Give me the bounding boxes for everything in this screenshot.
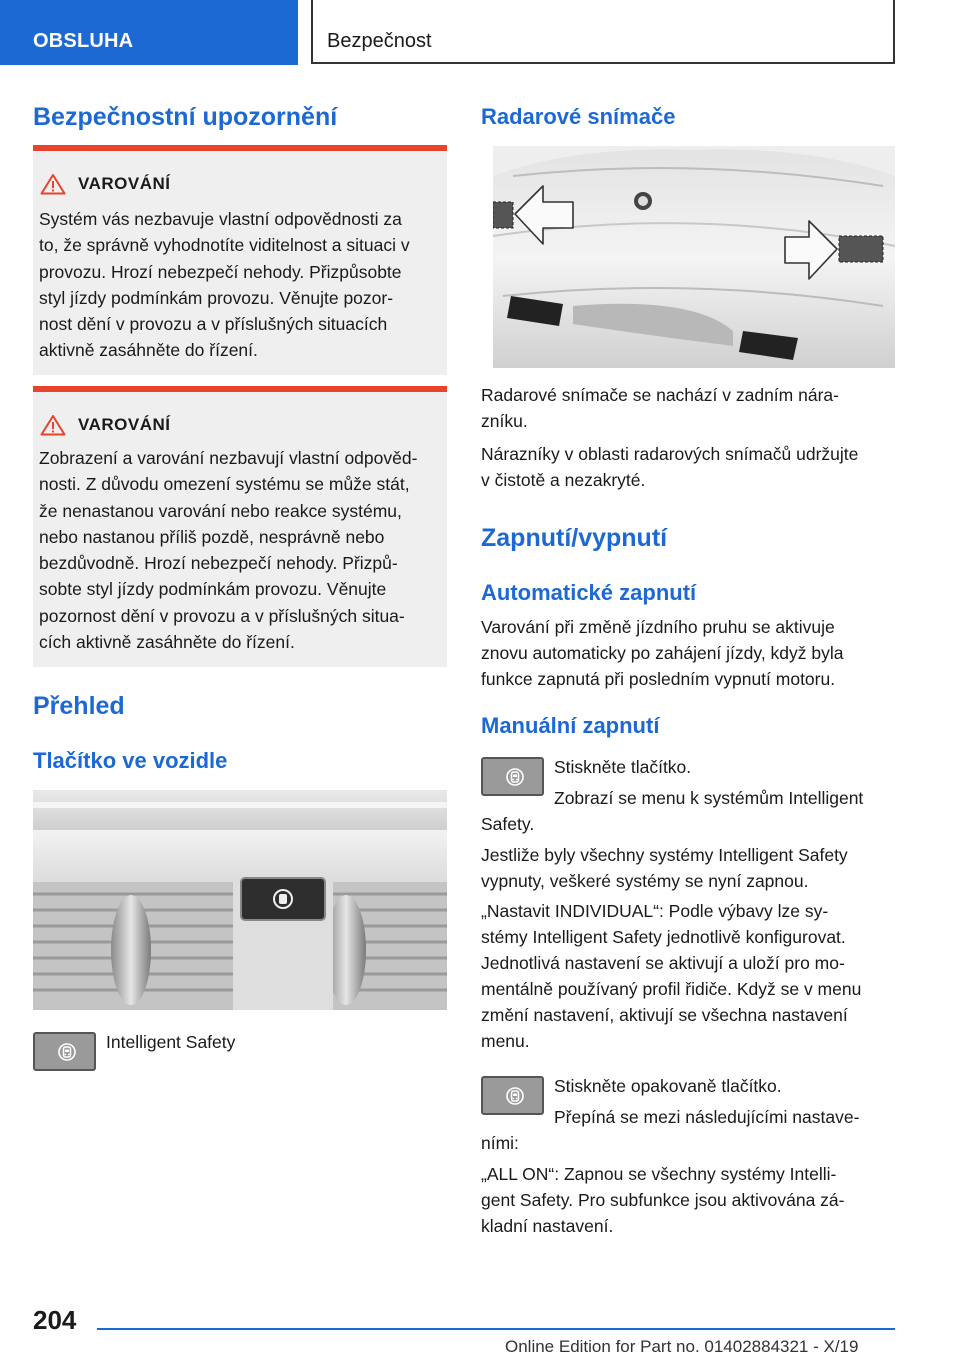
press-button-text: Stiskněte tlačítko. [554, 757, 692, 777]
switches-text-cont: ními: [481, 1133, 519, 1153]
automatic-on-text [481, 614, 895, 692]
all-on-text [481, 1161, 895, 1239]
text-line: nosti. Z důvodu omezení systému se může stát, [39, 474, 410, 495]
intelligent-safety-label: Intelligent Safety [106, 1032, 236, 1052]
safety-notes-heading: Bezpečnostní upozornění [33, 103, 338, 131]
dashboard-button-photo [33, 790, 447, 1010]
all-off-text [481, 842, 895, 894]
text-line: kladní nastavení. [481, 1216, 614, 1236]
text-line: změní nastavení, aktivují se všechna nastavení [481, 1005, 848, 1025]
text-line: aktivně zasáhněte do řízení. [39, 340, 258, 361]
dashboard-illustration [33, 790, 447, 1010]
radar-sensors-heading: Radarové snímače [481, 104, 676, 129]
overview-heading: Přehled [33, 692, 125, 720]
text-line: cích aktivně zasáhněte do řízení. [39, 632, 295, 653]
text-line: Zobrazení a varování nezbavují vlastní odpověd- [39, 448, 418, 468]
manual-on-heading: Manuální zapnutí [481, 713, 660, 738]
press-again-text: Stiskněte opakovaně tlačítko. [554, 1076, 782, 1096]
chapter-tab [311, 0, 895, 64]
edition-text: Online Edition for Part no. 01402884321 - X/19 [505, 1337, 859, 1356]
warning-title-1 [40, 173, 170, 195]
button-in-vehicle-heading: Tlačítko ve vozidle [33, 748, 228, 773]
intelligent-safety-icon [506, 1086, 524, 1106]
text-line: funkce zapnutá při posledním vypnutí motoru. [481, 669, 836, 689]
text-line: styl jízdy podmínkám provozu. Věnujte pozor- [39, 287, 394, 308]
intelligent-safety-button[interactable] [33, 1032, 96, 1071]
warning-triangle-icon [40, 414, 66, 436]
text-line: to, že správně vyhodnotíte viditelnost a situaci v [39, 235, 410, 256]
text-line: Jestliže byly všechny systémy Intelligent Safety [481, 845, 848, 865]
warning-triangle-icon [40, 173, 66, 195]
warning-label: VAROVÁNÍ [78, 415, 171, 434]
section-title: OBSLUHA [33, 30, 134, 52]
text-line: pozornost dění v provozu a v příslušných situa- [39, 605, 405, 626]
warning-box-1 [33, 145, 447, 375]
warning-text-1 [39, 206, 447, 364]
individual-text [481, 898, 895, 1054]
intelligent-safety-button[interactable] [481, 1076, 544, 1115]
menu-appears-text-cont: Safety. [481, 814, 535, 834]
radar-text [481, 382, 895, 493]
text-line: nebo nastanou příliš pozdě, nesprávně nebo [39, 526, 385, 547]
warning-text-2 [39, 445, 447, 655]
text-line: Systém vás nezbavuje vlastní odpovědnosti za [39, 209, 402, 229]
car-rear-illustration [493, 146, 895, 368]
text-line: nost dění v provozu a v příslušných situacích [39, 314, 388, 335]
warning-box-2 [33, 386, 447, 667]
text-line: znovu automaticky po zahájení jízdy, když byla [481, 643, 844, 663]
text-line: zníku. [481, 411, 528, 431]
car-rear-radar-photo [493, 146, 895, 368]
text-line: sobte styl jízdy podmínkám provozu. Věnujte [39, 579, 387, 600]
text-line: bezdůvodně. Hrozí nebezpečí nehody. Přizpů- [39, 553, 398, 574]
text-line: menu. [481, 1031, 530, 1051]
chapter-title: Bezpečnost [327, 30, 432, 52]
intelligent-safety-button[interactable] [481, 757, 544, 796]
switches-text: Přepíná se mezi následujícími nastave- [554, 1107, 860, 1127]
warning-title-2 [40, 414, 170, 436]
text-line: v čistotě a nezakryté. [481, 470, 646, 490]
text-line: „Nastavit INDIVIDUAL“: Podle výbavy lze sy- [481, 901, 829, 921]
on-off-heading: Zapnutí/vypnutí [481, 524, 668, 552]
warning-label: VAROVÁNÍ [78, 174, 171, 193]
text-line: mentálně používaný profil řidiče. Když se v menu [481, 979, 862, 999]
text-line: Varování při změně jízdního pruhu se aktivuje [481, 617, 835, 637]
text-line: Jednotlivá nastavení se aktivují a uloží pro mo- [481, 953, 845, 973]
page-number: 204 [33, 1305, 77, 1335]
text-line: vypnuty, veškeré systémy se nyní zapnou. [481, 871, 809, 891]
text-line: že nenastanou varování nebo reakce systému, [39, 500, 402, 521]
text-line: stémy Intelligent Safety jednotlivě konfigurovat. [481, 927, 846, 947]
menu-appears-text: Zobrazí se menu k systémům Intelligent [554, 788, 864, 808]
text-line: „ALL ON“: Zapnou se všechny systémy Intelli- [481, 1164, 837, 1184]
text-line: Nárazníky v oblasti radarových snímačů udržujte [481, 444, 859, 464]
text-line: gent Safety. Pro subfunkce jsou aktivována zá- [481, 1190, 845, 1210]
automatic-on-heading: Automatické zapnutí [481, 580, 697, 605]
text-line: provozu. Hrozí nebezpečí nehody. Přizpůsobte [39, 261, 402, 282]
footer-divider [97, 1328, 895, 1330]
intelligent-safety-icon [506, 767, 524, 787]
intelligent-safety-icon [58, 1042, 76, 1062]
section-header [0, 0, 298, 65]
text-line: Radarové snímače se nachází v zadním nára- [481, 385, 839, 405]
